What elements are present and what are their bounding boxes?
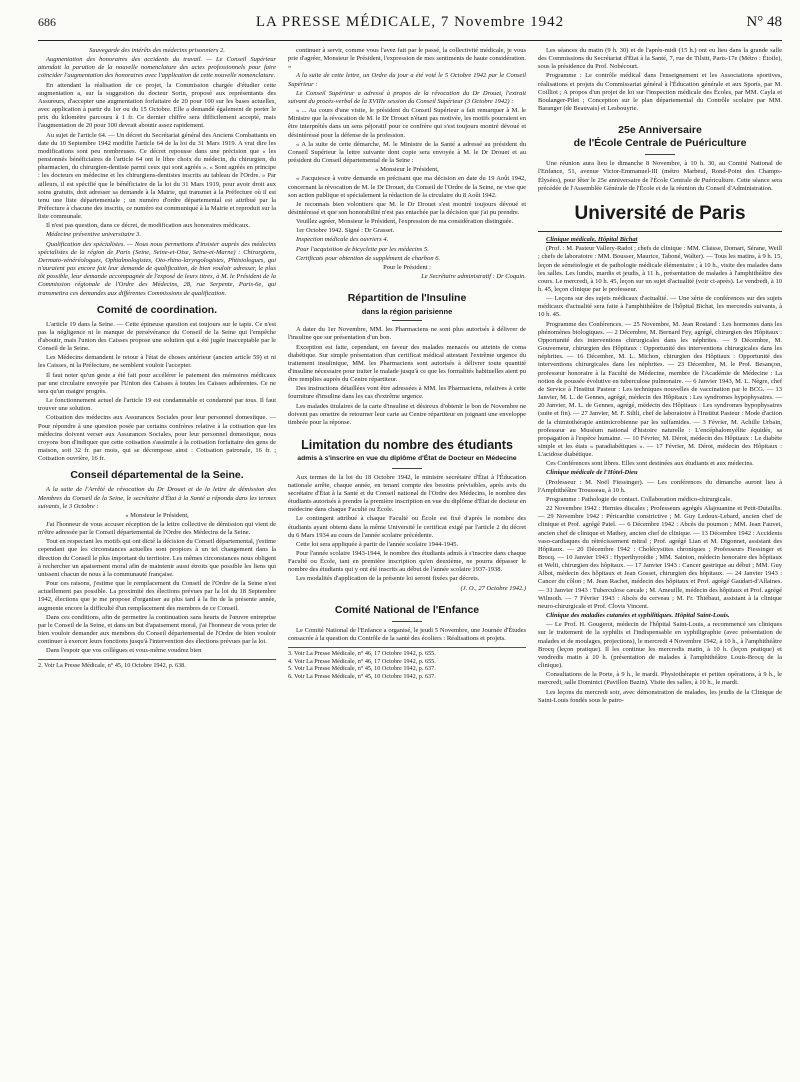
paragraph: A la suite de l'Arrêté de révocation du Dr Drouet et de la lettre de démission des Membres du Conseil de la Seine, le secrétaire d'État à la Santé a répondu dans les termes suivants, le 3 Octobre :: [38, 486, 277, 510]
paragraph: (Prof. : M. Pasteur Vallery-Radot ; chefs de clinique : MM. Claisse, Domart, Sérane, Weill ; chefs de laboratoire : MM. Bousser, Maurice, Taboné, Walter). — Tous les matins, à 9 h. 15, leçon de séméiologie et de pathologie médicale élémentaire ; à 10 h., visite des malades dans les salles. Les lundis, mardis et jeudis, à 11 h., présentation de malades à l'amphithéâtre des cours. Le mercredi, à 10 h. 45, leçon sur un sujet d'actualité (voir ci-après). Le vendredi, à 10 h. 45, leçon clinique par le professeur.: [538, 245, 782, 293]
paragraph: A la suite de cette lettre, un Ordre du jour a été voté le 5 Octobre 1942 par le Conseil Supérieur :: [288, 72, 527, 88]
column-3: [538, 47, 782, 1077]
paragraph: Il faut noter qu'un geste a été fait pour accélérer le paiement des mémoires médicaux par une circulaire envoyée par l'Union des Caisses à toutes les Caisses adhérentes. Ce ne sera qu'un maigre progrès.: [38, 371, 277, 395]
paragraph: Aux termes de la loi du 18 Octobre 1942, le ministre secrétaire d'État à l'Éducation nationale arrête, chaque année, en tenant compte des besoins prévisibles, après avis du secrétaire d'État à la Santé et du Conseil national de l'Ordre des Médecins, le nombre des étudiants autorisés à prendre la première inscription en vue du diplôme d'État de docteur en médecine dans chaque Faculté ou École.: [288, 473, 527, 514]
column-2: [288, 47, 526, 1077]
divider: [392, 320, 422, 321]
paragraph: Certificats pour obtention de supplément de charbon 6.: [296, 254, 441, 262]
divider: [392, 468, 422, 469]
paragraph: Cette loi sera appliquée à partir de l'année scolaire 1944-1945.: [296, 540, 459, 548]
divider: [538, 231, 782, 232]
footnote: 2. Voir La Presse Médicale, n° 45, 10 Octobre 1942, p. 638.: [38, 662, 186, 670]
paragraph: Programme : Le contrôle médical dans l'enseignement et les Associations sportives, réalisations et projets du Commissariat général à l'Éducation générale et aux Sports, par M. Coilliot ; A propos d'un projet de loi sur l'inspection médicale des Écoles, par MM. Cayla et Boulanger-Pilet ; Conception sur le plan départemental du Contrôle scolaire par MM. Baranger (de Beauvais) et Lesbouyrie.: [538, 72, 782, 113]
section-heading-anniversaire-sub: de l'École Centrale de Puériculture: [573, 137, 747, 150]
column-1: [38, 47, 276, 1077]
paragraph: (Professeur : M. Noël Fiessinger). — Les conférences du dimanche auront lieu à l'Amphithéâtre Trousseau, à 10 h.: [538, 478, 782, 494]
section-subheading: dans la région parisienne: [361, 307, 453, 317]
issue-number: N° 48: [746, 14, 782, 30]
paragraph: Il n'est pas question, dans ce décret, de modification aux honoraires médicaux.: [46, 222, 251, 230]
paragraph: En attendant la réalisation de ce projet, la Commission chargée d'étudier cette augmentation a, sur la suggestion du docteur Sorin, proposé aux représentants des Assureurs, d'accepter une augmentation forfaitaire de 20 pour 100 sur les bases actuelles, avec application à partir du 1er ou du 15 Octobre. Elle a demandé également de porter le prix du kilomètre parcouru à 1 fr. Ce dernier chiffre sera difficilement accepté, mais l'augmentation de 20 pour 100 devrait aboutir assez rapidement.: [38, 81, 277, 130]
section-heading-universite: Université de Paris: [574, 202, 746, 224]
paragraph: Pour l'acquisition de bicyclette par les médecins 5.: [296, 245, 429, 253]
clinic-title: Clinique des maladies cutanées et syphilitiques. Hôpital Saint-Louis.: [546, 612, 730, 620]
paragraph: Les séances du matin (9 h. 30) et de l'après-midi (15 h.) ont eu lieu dans la grande salle des Commissions du Secrétariat d'État à la Santé, 7, rue de Tilsitt, Paris-17e (Métro : Étoile), sous la présidence du Prof. Nobécourt.: [538, 47, 782, 71]
footnotes: [38, 659, 276, 670]
signature-line: 1er Octobre 1942. Signé : Dr Grasset.: [296, 227, 395, 235]
paragraph: Les leçons du mercredi soir, avec démonstration de malades, les jeudis de la Clinique de Saint-Louis fondés sous le patro-: [538, 688, 782, 704]
section-subheading: admis à s'inscrire en vue du diplôme d'État de Docteur en Médecine: [297, 455, 517, 463]
divider: [392, 621, 422, 622]
paragraph: Exception est faite, cependant, en faveur des malades menacés ou atteints de coma diabétique. Sur simple présentation d'un certificat médical attestant l'extrême urgence du traitement insulinique, MM. les Pharmaciens sont autorisés à délivrer toute quantité d'insuline nécessaire pour traiter le malade jusqu'à ce que les formalités habituelles aient pu être remplies auprès du Centre répartiteur.: [288, 343, 527, 384]
clinic-title: Clinique médicale, Hôpital Bichat: [546, 236, 638, 244]
paragraph: Dans l'espoir que vos collègues et vous-même voudrez bien: [46, 647, 202, 655]
paragraph: Augmentation des honoraires des accidents du travail. — Le Conseil Supérieur attendait la parution de la nouvelle nomenclature des actes professionnels pour faire coïncider l'augmentation des honoraires avec l'application de cette nouvelle nomenclature.: [38, 56, 277, 80]
section-heading-comite-enfance: Comité National de l'Enfance: [334, 603, 480, 616]
paragraph: Des instructions détaillées vont être adressées à MM. les Pharmaciens, relatives à cette fourniture d'insuline dans les cas d'extrême urgence.: [288, 385, 527, 401]
paragraph: « Monsieur le Président,: [125, 511, 189, 519]
section-heading-coordination: Comité de coordination.: [96, 303, 218, 316]
paragraph: « ... Au cours d'une visite, le président du Conseil Supérieur a fait remarquer à M. le Ministre que la révocation de M. le Dr Drouet n'étant pas motivée, les motifs pourraient en être interprétés dans un sens péjoratif pour ce confrère qui s'est toujours montré dévoué et désintéressé pour la défense de la profession.: [288, 107, 527, 139]
paragraph: L'article 19 dans la Seine. — Cette épineuse question est toujours sur le tapis. Ce n'est pas la négligence ni le manque de persévérance du Conseil de la Seine qui l'empêche d'aboutir, mais l'union des Caisses propose une solution qui a été jugée inacceptable par le Conseil de la Seine.: [38, 320, 277, 353]
paragraph: « J'acquiesce à votre demande en précisant que ma décision en date du 19 Août 1942, concernant la révocation de M. le Dr Drouet, du Conseil de l'Ordre de la Seine, ne vise que son action publique et spécialement la rédaction de la circulaire du 8 Août 1942.: [288, 175, 527, 199]
divider: [645, 154, 675, 155]
footnote: 5. Voir La Presse Médicale, n° 45, 10 Octobre 1942, p. 637.: [288, 665, 436, 673]
paragraph: A dater du 1er Novembre, MM. les Pharmaciens ne sont plus autorisés à délivrer de l'insuline que sur présentation d'un bon.: [288, 326, 527, 342]
paragraph: Programme des Conférences. — 25 Novembre, M. Jean Rostand : Les hormones dans les phénomènes biologiques. — 2 Décembre, M. Bernard Fey, agrégé, chirurgien des Hôpitaux : Opportunité des interventions chirurgicales dans les néphrites. — 9 Décembre, M. Gouverneur, chirurgien des Hôpitaux : Opportunité des interventions chirurgicales dans les néphrites. — 16 Décembre, M. L. Michon, chirurgien des Hôpitaux : Opportunité des interventions chirurgicales dans les néphrites. — 23 Décembre, M. le Prof. Besançon, professeur honoraire à la Faculté de Médecine, membre de l'Académie de Médecine : La notion de poussée évolutive en tuberculose pulmonaire. — 6 Janvier 1943, M. L. Nègre, chef de Service à l'Institut Pasteur : Les techniques nouvelles de vaccination par le BCG. — 13 Janvier, M. L. de Gennes, agrégé, médecin des Hôpitaux : Les syndromes hypophysaires. — 20 Janvier, M. L. de Gennes, agrégé, médecin des Hôpitaux : Les syndromes hypophysaires (suite et fin). — 27 Janvier, M. F. Siltli, chef de laboratoire à l'Institut Pasteur : Mode d'action de la chimiothérapie antimicrobienne par les sulfamides. — 3 Février, M. Achille Urbain, professeur au Muséum national d'histoire naturelle : L'encéphalomyélite équidés, sa propagation à l'espèce humaine. — 10 Février, M. Dérot, médecin des Hôpitaux : Le diabète simple et les états « paradiabétiques ». — 17 Février, M. Dérot, médecin des Hôpitaux : L'acidose diabétique.: [538, 320, 782, 459]
paragraph: 22 Novembre 1942 : Hernies discales ; Professeurs agrégés Alajouanine et Petit-Dutaillis. — 29 Novembre 1942 : Péricardite constrictive ; M. Guy Ledoux-Lebard, ancien chef de clinique et Prof. agrégé Patel. — 6 Décembre 1942 : Abcès du poumon ; MM. Jean Fauvet, ancien chef de clinique et Mathey, ancien chef de clinique. — 13 Décembre 1942 : Accidents vaso-cardiaques du rétrécissement mitral ; Prof. agrégé Lian et M. Digonnet, assistant des Hôpitaux. — 20 Décembre 1942 : Cholécystites chroniques ; Professeurs Fiessinger et Brocq. — 10 Janvier 1943 : Hyperthyroïdie ; MM. Sainton, médecin honoraire des hôpitaux et Welti, chirurgien des hôpitaux. — 17 Janvier 1943 : Cancer gastrique au début ; MM. Guy Albot, médecin des hôpitaux et Jean Gosset, chirurgien des hôpitaux. — 24 Janvier 1943 : Cancer du côlon ; M. Jean Rachet, médecin des hôpitaux et Prof. agrégé Gaudart-d'Allaines. — 31 Janvier 1943 : Tuberculose cæcale ; M. Ameuille, médecin des hôpitaux et Prof. agrégé Wilmoth. — 7 Février 1943 : Abcès du cerveau ; M. Fr. Thiébaut, assistant à la clinique neuro-chirurgicale et Prof. Clovis Vincent.: [538, 505, 782, 610]
journal-title: LA PRESSE MÉDICALE, 7 Novembre 1942: [255, 14, 565, 30]
paragraph: Veuillez agréer, Monsieur le Président, l'expression de ma considération distinguée.: [296, 218, 514, 226]
page-number: 686: [38, 15, 56, 29]
paragraph: Médecine préventive universitaire 3.: [46, 231, 142, 239]
paragraph: Le fonctionnement actuel de l'article 19 est condamnable et condamné par tous. Il faut trouver une solution.: [38, 397, 277, 413]
paragraph: J'ai l'honneur de vous accuser réception de la lettre collective de démission qui vient de m'être adressée par le Conseil départemental de l'Ordre des Médecins de la Seine.: [38, 520, 277, 537]
clinic-title: Clinique médicale de l'Hôtel-Dieu: [546, 469, 638, 477]
paragraph: Dans ces conditions, afin de permettre la continuation sans heurts de l'œuvre entreprise par le Conseil de la Seine, et dans un but d'apaisement moral, j'ai l'honneur de vous prier de bien vouloir demander aux membres du Conseil départemental de l'Ordre de bien vouloir continuer à exercer leurs fonctions jusqu'à l'intervention des élections prévues par la loi.: [38, 613, 277, 646]
paragraph: Pour l'année scolaire 1943-1944, le nombre des étudiants admis à s'inscrire dans chaque Faculté ou École, tant en première inscription qu'en deuxième, ne pourra dépasser le nombre des étudiants qui y ont été inscrits au début de l'année scolaire 1937-1938.: [288, 550, 527, 574]
paragraph: Cotisation des médecins aux Assurances Sociales pour leur personnel domestique. — Pour répondre à une question posée par certains confrères relative à la cotisation que les médecins doivent verser aux Assurances Sociales, pour leur personnel domestique, nous croyons bon d'indiquer que cette cotisation s'assimile à la cotisation forfaitaire des gens de maison, soit 32 fr. par mois, qui se décompose ainsi : Cotisation patronale, 16 fr. ; Cotisation ouvrière, 16 fr.: [38, 414, 277, 463]
paragraph: Le Conseil Supérieur a adressé à propos de la révocation du Dr Drouet, l'extrait suivant du procès-verbal de la XVIIIe session du Conseil Supérieur (3 Octobre 1942) :: [288, 89, 527, 105]
paragraph: Les Médecins demandent le retour à l'état de choses antérieur (ancien article 59) et ni les Caisses, ni la Préfecture, ne semblent vouloir l'accepter.: [38, 354, 277, 370]
footnotes: [288, 647, 526, 680]
section-heading-conseil: Conseil départemental de la Seine.: [70, 469, 244, 482]
paragraph: Consultations de la Porte, à 9 h., le mardi. Physiothérapie et petites opérations, à 9 h., le mercredi, salle Dominici (Pavillon Bazin). Visite des salles, à 10 h., le mardi.: [538, 671, 782, 687]
paragraph: Au sujet de l'article 64. — Un décret du Secrétariat général des Anciens Combattants en date du 10 Septembre 1942 modifie l'article 64 de la loi du 31 Mars 1919. A vrai dire les modifications sont peu nombreuses. Ce décret repousse dans une précision que « les pensionnés bénéficiaires de l'article 64 ont le libre choix du médecin, du chirurgien, du pharmacien, du chirurgien-dentiste parmi ceux qui sont agréés ». « Sont agréés en principe : les docteurs en médecine et les chirurgiens-dentistes inscrits au tableau de l'Ordre. » Par ailleurs, il est spécifié que le bénéficiaire de la loi du 31 Mars 1919, pour avoir droit aux soins gratuits, doit adresser sa demande à la Mairie, qui transmet à la Préfecture où il est tenu une liste départementale ; un numéro d'ordre départemental est attribué par la Préfecture à chacune des inscrits, ce numéro est communiqué à la Mairie et reproduit sur la liste communale.: [38, 131, 277, 221]
paragraph: Qualification des spécialistes. — Nous nous permettons d'insister auprès des médecins spécialistes de la région de Paris (Seine, Seine-et-Oise, Seine-et-Marne) : Chirurgiens, Dermato-vénéréologues, Ophtalmologistes, Oto-rhino-laryngologistes, Phtisiologues, qui n'auraient pas encore fait leur demande de qualification, de bien vouloir adresser, le plus tôt possible, leur demande accompagnée de l'exposé de leurs titres, à M. le Président de la Commission régionale de l'Ordre des Médecins, 28, rue Serpente, Paris-6e, qui transmettra ces demandes aux différentes Commissions de qualification.: [38, 240, 277, 297]
paragraph: « Monsieur le Président,: [375, 166, 439, 174]
paragraph: Le contingent attribué à chaque Faculté ou École est fixé d'après le nombre des étudiants ayant obtenu dans la même Université le certificat exigé par l'article 2 du décret du 6 Mars 1934 au cours de l'année scolaire précédente.: [288, 515, 527, 539]
paragraph: Ces Conférences sont libres. Elles sont destinées aux étudiants et aux médecins.: [546, 460, 754, 468]
section-heading-limitation: Limitation du nombre des étudiants: [301, 438, 513, 453]
columns: [38, 47, 782, 1077]
paragraph: — Leçons sur des sujets médicaux d'actualité. — Une série de conférences sur des sujets médicaux d'actualité sera faite à l'amphithéâtre de l'hôpital Bichat, les mercredis suivants, à 10 h. 45.: [538, 295, 782, 319]
paragraph: Programme : Pathologie de contact. Collaboration médico-chirurgicale.: [546, 495, 732, 503]
paragraph: — Le Prof. H. Gougerot, médecin de l'hôpital Saint-Louis, a recommencé ses cliniques sur le traitement de la syphilis et l'indispensable en syphiligraphie (avec présentation de malades et de moulages, projections), le mercredi 4 Novembre 1942, à 10 h., à l'amphithéâtre Brocq (leçon pratique). Il les continue les mercredis matin, à 10 h. (leçon pratique) et vendredis matin à 10 h. (présentation de malades à l'amphithéâtre Louis-Brocq de la clinique).: [538, 621, 782, 670]
section-heading-insuline: Répartition de l'Insuline: [347, 292, 467, 305]
paragraph: Les malades titulaires de la carte d'insuline et désireux d'obtenir le bon de Novembre ne doivent pas omettre de retourner leur carte au Centre répartiteur en joignant une enveloppe timbrée pour la réponse.: [288, 402, 527, 426]
paragraph: Je reconnais bien volontiers que M. le Dr Drouet s'est montré toujours dévoué et désintéressé et que son honorabilité n'est pas entachée par la décision que j'ai pu prendre.: [288, 200, 527, 216]
paragraph: Sauvegarde des intérêts des médecins prisonniers 2.: [89, 47, 225, 54]
paragraph: « A la suite de cette démarche, M. le Ministre de la Santé a adressé au président du Conseil Supérieur la lettre suivante dont copie sera envoyée à M. le Dr Drouet et au président du Conseil départemental de la Seine :: [288, 140, 527, 165]
masthead: [38, 14, 782, 41]
paragraph: Le Comité National de l'Enfance a organisé, le jeudi 5 Novembre, une Journée d'Études consacrée à la question du Contrôle de la santé des écoliers : Réalisations et projets.: [288, 626, 527, 642]
section-heading-anniversaire: 25e Anniversaire: [618, 124, 702, 137]
source-citation: (J. O., 27 Octobre 1942.): [460, 584, 527, 592]
paragraph: Le Secrétaire administratif : Dr Coquin.: [421, 273, 527, 281]
paragraph: Pour le Président :: [383, 263, 431, 271]
paragraph: Tout en respectant les motifs qui ont dicté la décision du Conseil départemental, j'estime cependant que les circonstances actuelles sont propices à un tel changement dans la direction du Conseil le plus important du territoire. Les mêmes circonstances nous obligent à rechercher un apaisement moral afin de maintenir aussi étroits que possible les liens qui unissent chacun de nous à la communauté française.: [38, 538, 277, 578]
paragraph: continuer à servir, comme vous l'avez fait par le passé, la collectivité médicale, je vous prie d'agréer, Monsieur le Président, l'expression de mes sentiments de haute considération. »: [288, 47, 527, 71]
paragraph: Les modalités d'application de la présente loi seront fixées par décrets.: [296, 575, 480, 583]
paragraph: Une réunion aura lieu le dimanche 8 Novembre, à 10 h. 30, au Comité National de l'Enfance, 51, avenue Victor-Emmanuel-III (métro Marbeuf, Rond-Point des Champs-Élysées), pour fêter le 25e anniversaire de l'École Centrale de Puériculture. Cette séance sera précédée de l'Assemblée Générale de l'École et de la réunion du Conseil d'Administration.: [538, 160, 782, 192]
paragraph: Inspection médicale des ouvriers 4.: [296, 236, 389, 244]
footnote: 3. Voir La Presse Médicale, n° 46, 17 Octobre 1942, p. 655.: [288, 650, 436, 658]
paragraph: Pour ces raisons, j'estime que le remplacement du Conseil de l'Ordre de la Seine n'est actuellement pas possible. La proximité des élections prévues par la loi du 18 Septembre 1942, élections que je me propose d'organiser au plus tard à la fin de la présente année, augmente encore la difficulté d'un remplacement des membres de ce Conseil.: [38, 580, 277, 612]
footnote: 6. Voir La Presse Médicale, n° 45, 10 Octobre 1942, p. 637.: [288, 672, 436, 680]
footnote: 4. Voir La Presse Médicale, n° 46, 17 Octobre 1942, p. 655.: [288, 657, 436, 665]
